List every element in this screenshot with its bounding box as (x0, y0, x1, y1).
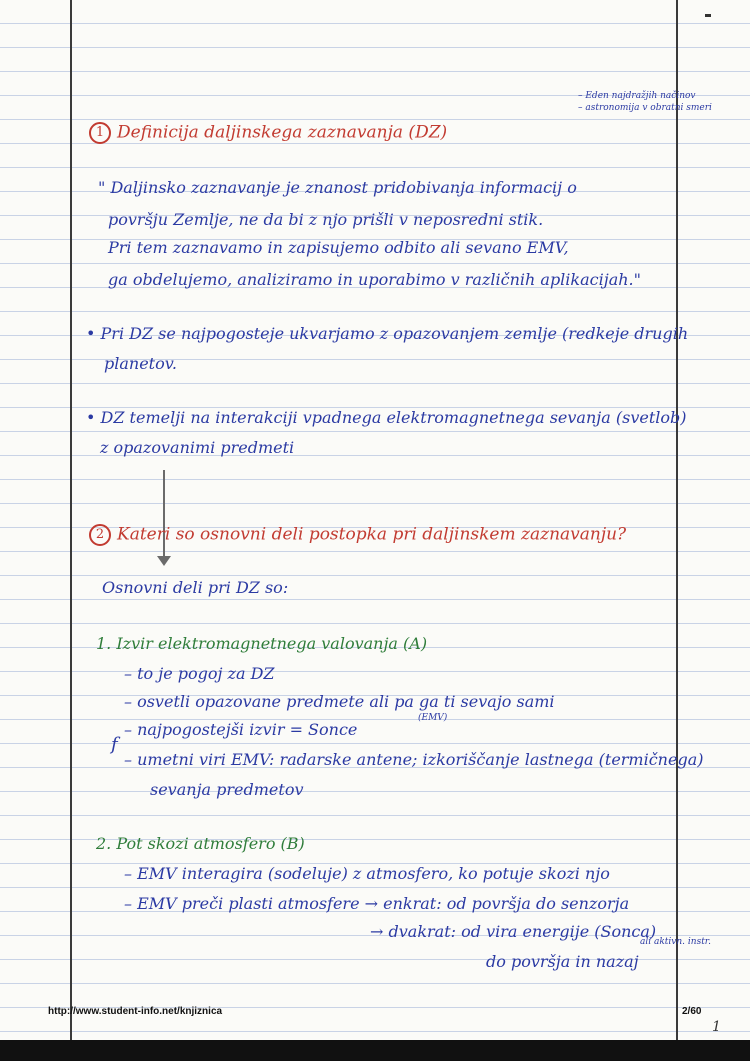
bullet-1-line-2: planetov. (104, 354, 177, 373)
margin-mark: f (111, 734, 118, 755)
item-2-note: ali aktivn. instr. (640, 937, 711, 947)
item-1-line-1: – to je pogoj za DZ (124, 664, 275, 683)
left-margin-line (70, 0, 72, 1040)
quote-line-4: ga obdelujemo, analiziramo in uporabimo v različnih aplikacijah." (108, 270, 641, 289)
item-2-heading: 2. Pot skozi atmosfero (B) (96, 834, 305, 853)
right-margin-line (676, 0, 678, 1040)
section-1-heading (89, 122, 447, 144)
page-number: 2/60 (682, 1006, 702, 1017)
parts-intro: Osnovni deli pri DZ so: (102, 578, 289, 597)
section-1-title: Definicija daljinskega zaznavanja (DZ) (117, 122, 448, 143)
item-2-line-4: do površja in nazaj (486, 952, 639, 971)
item-1-line-4: – umetni viri EMV: radarske antene; izkoriščanje lastnega (termičnega) (124, 750, 704, 769)
section-2-heading (89, 524, 626, 546)
corner-number: 1 (712, 1019, 721, 1035)
item-1-note: (EMV) (418, 713, 448, 723)
item-1-line-2: – osvetli opazovane predmete ali pa ga ti sevajo sami (124, 692, 555, 711)
item-1-line-3: – najpogostejši izvir = Sonce (124, 720, 358, 739)
scan-bottom-edge (0, 1040, 750, 1061)
quote-line-1: " Daljinsko zaznavanje je znanost pridobivanja informacij o (98, 178, 577, 197)
item-1-line-5: sevanja predmetov (150, 780, 304, 799)
footer-url: http://www.student-info.net/knjiznica (48, 1006, 223, 1017)
quote-line-3: Pri tem zaznavamo in zapisujemo odbito ali sevano EMV, (108, 238, 569, 257)
section-1-number: 1 (89, 122, 111, 144)
quote-line-2: površju Zemlje, ne da bi z njo prišli v neposredni stik. (108, 210, 544, 229)
item-2-line-1: – EMV interagira (sodeluje) z atmosfero, ko potuje skozi njo (124, 864, 610, 883)
corner-note-line-1: – Eden najdražjih načinov (578, 91, 696, 101)
item-2-line-2: – EMV preči plasti atmosfere → enkrat: od površja do senzorja (124, 894, 630, 913)
corner-note-line-2: – astronomija v obratni smeri (578, 103, 712, 113)
section-2-title: Kateri so osnovni deli postopka pri daljinskem zaznavanju? (117, 524, 627, 545)
bullet-2-line-1: • DZ temelji na interakciji vpadnega elektromagnetnega sevanja (svetlob) (86, 408, 687, 427)
item-2-line-3: → dvakrat: od vira energije (Sonca) (370, 922, 657, 941)
bullet-2-line-2: z opazovanimi predmeti (100, 438, 295, 457)
item-1-heading: 1. Izvir elektromagnetnega valovanja (A) (96, 634, 428, 653)
section-2-number: 2 (89, 524, 111, 546)
bullet-1-line-1: • Pri DZ se najpogosteje ukvarjamo z opazovanjem zemlje (redkeje drugih (86, 324, 689, 343)
arrow-head-icon (157, 556, 171, 566)
scan-mark (705, 14, 711, 17)
